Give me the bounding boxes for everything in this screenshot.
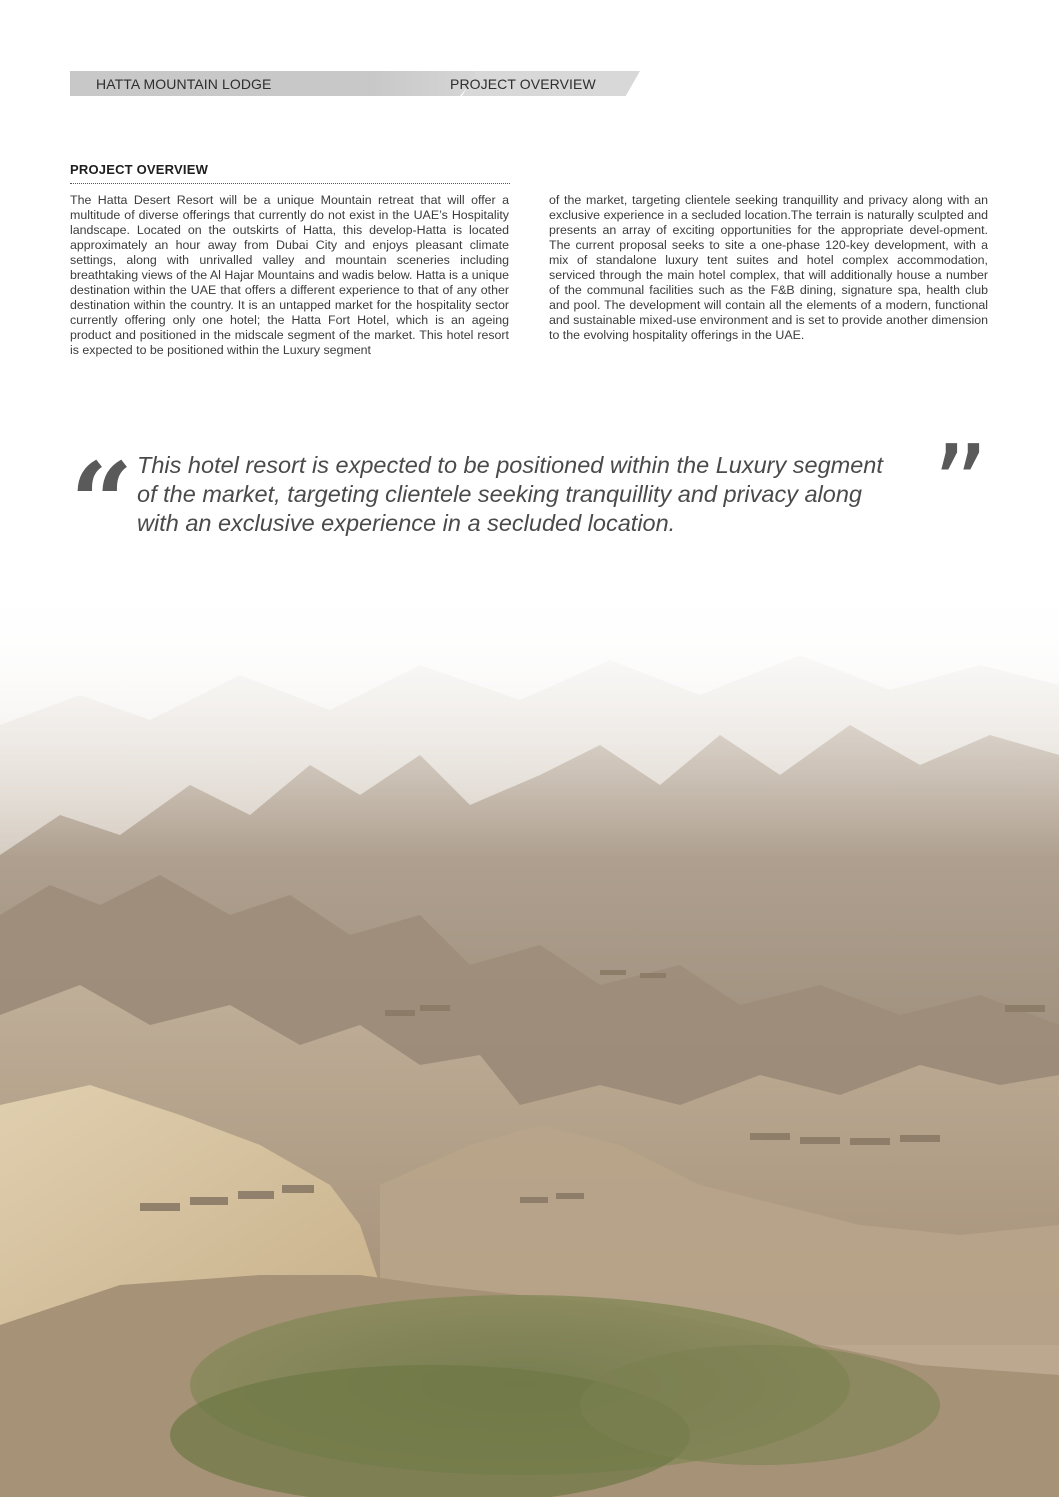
section-title: PROJECT OVERVIEW [70, 162, 510, 184]
close-quote-icon: ” [932, 421, 989, 549]
pull-quote [137, 451, 937, 538]
header-project-name: HATTA MOUNTAIN LODGE [96, 76, 272, 92]
landscape-illustration [0, 585, 1059, 1497]
pull-quote-line-2: of the market, targeting clientele seeking tranquillity and privacy along [137, 481, 862, 507]
body-column-left: The Hatta Desert Resort will be a unique Mountain retreat that will offer a multitude of diverse offerings that currently do not exist in the UAE’s Hospitality landscape. Located on the outskirts of Hatta, this develop-Hatta is located approximately an hour away from Dubai City and enjoys pleasant climate settings, along with unrivalled valley and mountain sceneries including breathtaking views of the Al Hajar Mountains and wadis below. Hatta is a unique destination within the UAE that offers a different experience to that of any other destination within the country. It is an untapped market for the hospitality sector currently offering only one hotel; the Hatta Fort Hotel, which is an ageing product and positioned in the midscale segment of the market. This hotel resort is expected to be positioned within the Luxury segment [70, 193, 509, 357]
header-section-name: PROJECT OVERVIEW [450, 76, 596, 92]
body-column-right: of the market, targeting clientele seeking tranquillity and privacy along with an exclusive experience in a secluded location.The terrain is naturally sculpted and presents an array of exciting opportunities for the appropriate devel-opment. The current proposal seeks to site a one-phase 120-key development, with a mix of standalone luxury tent suites and hotel complex accommodation, serviced through the main hotel complex, that will additionally house a number of the communal facilities such as the F&B dining, signature spa, health club and pool. The development will contain all the elements of a modern, functional and sustainable mixed-use environment and is set to provide another dimension to the evolving hospitality offerings in the UAE. [549, 193, 988, 342]
mountain-landscape-image [0, 585, 1059, 1497]
page-header [70, 71, 640, 96]
pull-quote-line-1: This hotel resort is expected to be positioned within the Luxury segment [137, 452, 883, 478]
pull-quote-line-3: with an exclusive experience in a secluded location. [137, 510, 676, 536]
open-quote-icon: “ [70, 438, 134, 567]
